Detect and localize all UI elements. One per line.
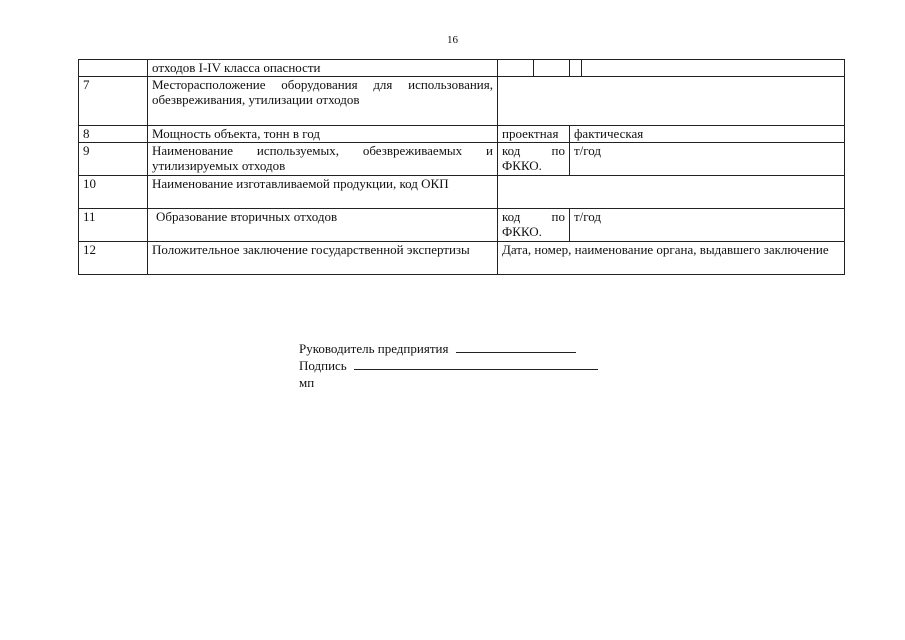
row-text-cell: отходов I-IV класса опасности (148, 60, 498, 77)
signature-block (299, 340, 598, 391)
row-text-cell: Положительное заключение государственной экспертизы (148, 242, 498, 275)
signature-line (299, 357, 598, 374)
value-cell (498, 77, 845, 126)
head-line (299, 340, 598, 357)
row-number-cell (79, 60, 148, 77)
code-cell (498, 209, 570, 242)
empty-cell (582, 60, 845, 77)
value-cell (498, 176, 845, 209)
code-line (502, 209, 565, 224)
row-text-cell: Мощность объекта, тонн в год (148, 126, 498, 143)
stamp-label: мп (299, 375, 315, 390)
code-word: код (502, 143, 521, 158)
unit-cell: т/год (570, 143, 845, 176)
table-row (79, 143, 845, 176)
row-number-cell: 10 (79, 176, 148, 209)
table-row (79, 176, 845, 209)
code-word: код (502, 209, 521, 224)
empty-cell (570, 60, 582, 77)
page-number: 16 (447, 34, 458, 46)
code-po: по (551, 209, 565, 224)
code-line (502, 143, 565, 158)
unit-cell: т/год (570, 209, 845, 242)
head-name-field[interactable] (456, 340, 576, 353)
actual-capacity-cell: фактическая (570, 126, 845, 143)
head-label: Руководитель предприятия (299, 341, 449, 356)
row-number-cell: 9 (79, 143, 148, 176)
table-row (79, 60, 845, 77)
table-row (79, 126, 845, 143)
table-row (79, 242, 845, 275)
code-po: по (551, 143, 565, 158)
approval-details-cell: Дата, номер, наименование органа, выдавшего заключение (498, 242, 845, 275)
row-text-cell: Образование вторичных отходов (148, 209, 498, 242)
row-text: Месторасположение оборудования для использования, обезвреживания, утилизации отходов (152, 77, 493, 107)
table-row (79, 77, 845, 126)
form-table (78, 59, 845, 275)
code-cell (498, 143, 570, 176)
design-capacity-cell: проектная (498, 126, 570, 143)
signature-label: Подпись (299, 358, 347, 373)
empty-cell (534, 60, 570, 77)
code-fkko: ФККО. (502, 224, 542, 239)
empty-cell (498, 60, 534, 77)
row-text-cell: Наименование используемых, обезвреживаемых и утилизируемых отходов (148, 143, 498, 176)
signature-field[interactable] (354, 357, 598, 370)
row-text-cell: Наименование изготавливаемой продукции, код ОКП (148, 176, 498, 209)
row-number-cell: 8 (79, 126, 148, 143)
row-text-cell (148, 77, 498, 126)
row-number-cell: 11 (79, 209, 148, 242)
row-number-cell: 12 (79, 242, 148, 275)
code-fkko: ФККО. (502, 158, 542, 173)
table-row (79, 209, 845, 242)
row-number-cell: 7 (79, 77, 148, 126)
